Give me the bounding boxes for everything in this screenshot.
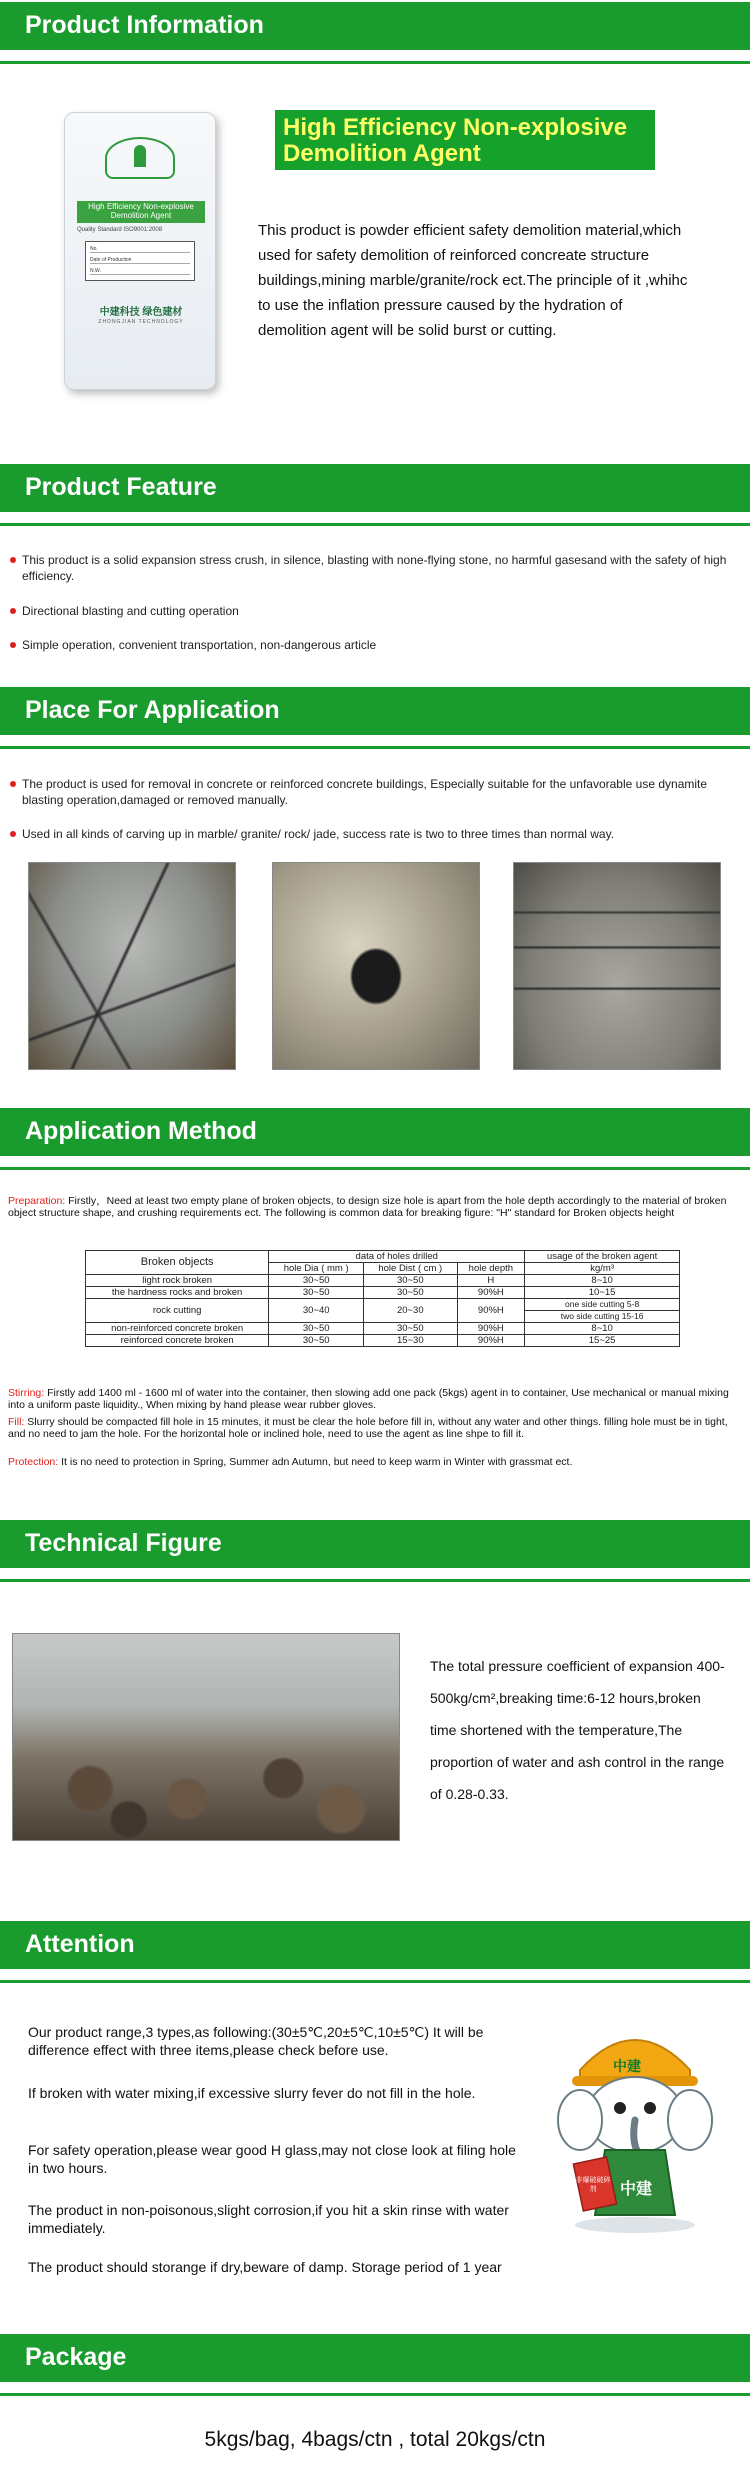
application-item: Used in all kinds of carving up in marble/ granite/ rock/ jade, success rate is two to three times than normal way. [10,826,740,842]
table-cell: one side cutting 5-8 [525,1299,680,1311]
mascot-card-text: 非爆破破碎剂 [575,2177,611,2193]
table-header: usage of the broken agent [525,1251,680,1263]
preparation-label: Preparation: [8,1195,66,1207]
feature-item: Simple operation, convenient transportation, non-dangerous article [10,637,740,653]
attention-item: For safety operation,please wear good H glass,may not close look at filing hole in two hours. [28,2142,516,2176]
table-header: hole Dia ( mm ) [269,1263,364,1275]
table-cell: 10~15 [525,1287,680,1299]
section-title: Attention [25,1930,135,1958]
product-description: This product is powder efficient safety demolition material,which used for safety demolition of reinforced concreate structure buildings,mining marble/granite/rock ect.The principle of it ,whihc to use the inflation pressure caused by the hydration of demolition agent will be solid burst or cutting. [258,222,688,339]
section-title: Product Information [25,11,264,39]
section-title: Package [25,2343,127,2371]
section-header-package [0,2334,750,2382]
table-cell: 30~50 [364,1275,457,1287]
bag-band-text: High Efficiency Non-explosive Demolition Agent [77,201,205,223]
table-cell: 90%H [457,1335,525,1347]
table-cell: 30~40 [269,1299,364,1323]
table-cell: 90%H [457,1299,525,1323]
feature-item: Directional blasting and cutting operation [10,603,740,619]
section-header-application-method [0,1108,750,1156]
table-cell: 30~50 [269,1323,364,1335]
table-cell: 20~30 [364,1299,457,1323]
quarry-rubble-photo [12,1633,400,1841]
drilled-rock-photo [272,862,480,1070]
section-title: Technical Figure [25,1529,222,1557]
bag-field: Date of Production [90,257,190,264]
table-cell: 8~10 [525,1323,680,1335]
stirring-text: Firstly add 1400 ml - 1600 ml of water into the container, then slowing add one pack (5kgs) agent in to container, Use mechanical or manual mixing into a uniform paste liquidity., When mixing by hand please wear rubber gloves. [8,1387,729,1411]
bag-field: N.W. [90,268,190,275]
cracked-rock-photo [28,862,236,1070]
table-row [86,1335,680,1347]
table-cell: 30~50 [269,1335,364,1347]
table-header: data of holes drilled [269,1251,525,1263]
attention-item: The product should storange if dry,beware of damp. Storage period of 1 year [28,2259,502,2275]
bag-standard-text: Quality Standard ISO9001:2008 [77,227,163,233]
table-cell: 30~50 [269,1275,364,1287]
section-header-product-feature [0,464,750,512]
table-cell: 30~50 [364,1287,457,1299]
package-spec: 5kgs/bag, 4bags/ctn , total 20kgs/ctn [204,2428,546,2451]
table-header: hole Dist ( cm ) [364,1263,457,1275]
mascot-shirt-text: 中建 [620,2181,653,2198]
table-cell: light rock broken [86,1275,269,1287]
table-cell: 30~50 [269,1287,364,1299]
table-row [86,1287,680,1299]
mascot-helmet-text: 中建 [613,2058,641,2074]
product-title-banner [275,110,655,170]
bag-brand-text: 中建科技 绿色建材 [99,307,183,318]
elephant-mascot-image [550,2010,720,2240]
section-header-place-for-application [0,687,750,735]
attention-item: If broken with water mixing,if excessive slurry fever do not fill in the hole. [28,2085,476,2101]
table-cell: rock cutting [86,1299,269,1323]
table-header: Broken objects [86,1251,269,1275]
table-row [86,1299,680,1311]
table-cell: 90%H [457,1323,525,1335]
table-row [86,1323,680,1335]
protection-text: It is no need to protection in Spring, Summer adn Autumn, but need to keep warm in Winter with grassmat ect. [58,1456,573,1468]
attention-item: Our product range,3 types,as following:(30±5℃,20±5℃,10±5℃) It will be difference effect with three items,please check before use. [28,2024,484,2058]
table-cell: H [457,1275,525,1287]
table-cell: 15~25 [525,1335,680,1347]
bag-logo-icon [105,137,175,179]
section-title: Application Method [25,1117,257,1145]
fill-text: Slurry should be compacted fill hole in 15 minutes, it must be clear the hole before fill in, without any water and other things. filling hole must be in tight, and no need to jam the hole. For the horizontal hole or inclined hole, need to use the agent as line shpe to fill it. [8,1416,728,1440]
section-header-attention [0,1921,750,1969]
section-header-technical-figure [0,1520,750,1568]
table-cell: 90%H [457,1287,525,1299]
bag-info-box [85,241,195,281]
section-header-product-information [0,2,750,50]
table-cell: 8~10 [525,1275,680,1287]
application-item: The product is used for removal in concrete or reinforced concrete buildings, Especially suitable for the unfavorable use dynamite blasting operation,damaged or removed manually. [10,776,740,808]
product-title-line2: Demolition Agent [283,140,481,167]
product-title-line1: High Efficiency Non-explosive [283,114,628,141]
bag-brand-en-text: ZHONGJIAN TECHNOLOGY [98,319,184,325]
protection-label: Protection: [8,1456,59,1468]
preparation-paragraph [8,1195,744,1219]
technical-description: The total pressure coefficient of expansion 400-500kg/cm²,breaking time:6-12 hours,broken time shortened with the temperature,The proportion of water and ash control in the range of 0.28-0.33. [430,1658,725,1802]
split-rock-photo [513,862,721,1070]
table-row [86,1275,680,1287]
table-cell: non-reinforced concrete broken [86,1323,269,1335]
table-cell: 30~50 [364,1323,457,1335]
table-header: hole depth [457,1263,525,1275]
fill-paragraph [8,1416,744,1440]
table-header: kg/m³ [525,1263,680,1275]
product-bag-image [64,112,216,390]
attention-item: The product in non-poisonous,slight corrosion,if you hit a skin rinse with water immediately. [28,2202,509,2236]
table-cell: reinforced concrete broken [86,1335,269,1347]
fill-label: Fill: [8,1416,25,1428]
section-title: Product Feature [25,473,217,501]
table-cell: the hardness rocks and broken [86,1287,269,1299]
table-cell: two side cutting 15-16 [525,1311,680,1323]
protection-paragraph [8,1456,744,1468]
bag-field: No. [90,246,190,253]
breaking-data-table [85,1250,680,1347]
feature-item: This product is a solid expansion stress crush, in silence, blasting with none-flying stone, no harmful gasesand with the safety of high efficiency. [10,552,740,584]
preparation-text: Firstly，Need at least two empty plane of broken objects, to design size hole is apart from the hole depth accordingly to the material of broken object structure shape, and crushing requirements ect. The following is common data for breaking figure: "H" standard for Broken objects height [8,1195,727,1219]
section-title: Place For Application [25,696,280,724]
table-cell: 15~30 [364,1335,457,1347]
stirring-paragraph [8,1387,744,1411]
stirring-label: Stirring: [8,1387,45,1399]
